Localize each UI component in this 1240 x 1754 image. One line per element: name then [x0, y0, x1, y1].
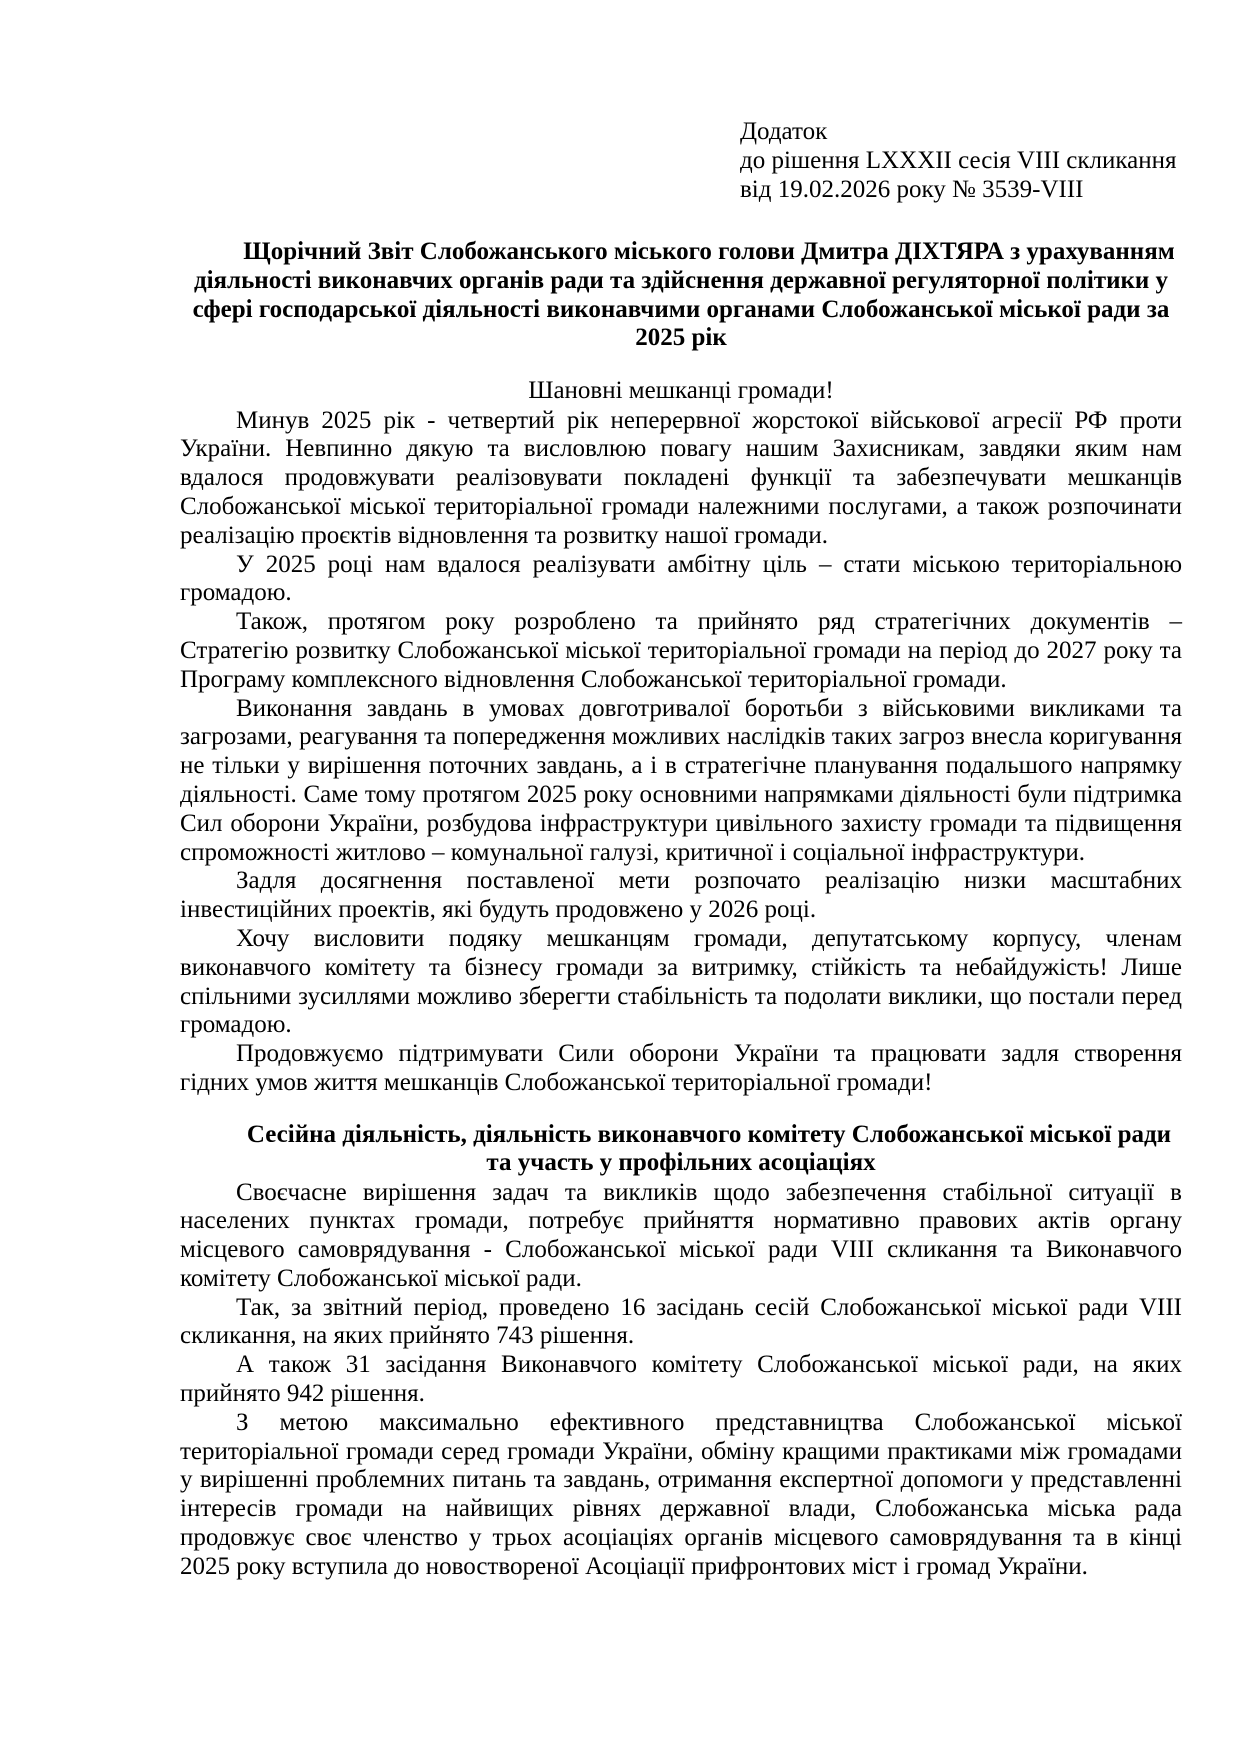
- paragraph-line: інтересів громади на найвищих рівнях державної влади, Слобожанська міська рада: [180, 1495, 1182, 1523]
- paragraph-line: З метою максимально ефективного представництва Слобожанської міської: [236, 1408, 1182, 1436]
- title-line: Щорічний Звіт Слобожанського міського голови Дмитра ДІХТЯРА з урахуванням: [243, 238, 1175, 265]
- paragraph-line: продовжує своє членство у трьох асоціаціях органів місцевого самоврядування та в кінці: [180, 1524, 1182, 1552]
- paragraph-line: вдалося продовжувати реалізовувати покладені функції та забезпечувати мешканців: [180, 464, 1182, 492]
- paragraph-line: громадою.: [180, 1011, 292, 1039]
- header-line: до рішення LXXXII сесія VIII скликання: [740, 146, 1177, 174]
- paragraph-line: Своєчасне вирішення задач та викликів щодо забезпечення стабільної ситуації в: [236, 1178, 1182, 1206]
- paragraph-line: 2025 року вступила до новоствореної Асоціації прифронтових міст і громад України.: [180, 1552, 1088, 1580]
- header-line: від 19.02.2026 року № 3539-VIII: [740, 175, 1084, 203]
- paragraph-line: місцевого самоврядування - Слобожанської міської ради VIII скликання та Виконавчого: [180, 1236, 1182, 1264]
- paragraph-line: Минув 2025 рік - четвертий рік неперервної жорстокої військової агресії РФ проти: [236, 406, 1182, 434]
- document-title: [180, 238, 1182, 353]
- intro-section: [180, 407, 1182, 1098]
- paragraph-line: скликання, на яких прийнято 743 рішення.: [180, 1322, 635, 1350]
- paragraph-line: Програму комплексного відновлення Слобожанської територіальної громади.: [180, 665, 1007, 693]
- paragraph-line: загрозами, реагування та попередження можливих наслідків таких загроз внесла коригування: [180, 723, 1182, 751]
- title-line: 2025 рік: [635, 324, 727, 352]
- paragraph-line: діяльності. Саме тому протягом 2025 року основними напрямками діяльності були підтримка: [180, 780, 1182, 808]
- title-line: діяльності виконавчих органів ради та здійснення державної регуляторної політики у: [193, 266, 1169, 294]
- paragraph-line: не тільки у вирішення поточних завдань, а і в стратегічне планування подальшого напрямку: [180, 752, 1182, 780]
- section-heading-line: Сесійна діяльність, діяльність виконавчого комітету Слобожанської міської ради: [246, 1120, 1172, 1148]
- paragraph-line: інвестиційних проектів, які будуть продовжено у 2026 році.: [180, 896, 817, 924]
- paragraph-line: Виконання завдань в умовах довготривалої боротьби з військовими викликами та: [236, 694, 1182, 722]
- title-line: сфері господарської діяльності виконавчими органами Слобожанської міської ради за: [192, 295, 1170, 323]
- paragraph-line: У 2025 році нам вдалося реалізувати амбітну ціль – стати міською територіальною: [236, 550, 1182, 578]
- paragraph-line: А також 31 засідання Виконавчого комітету Слобожанської міської ради, на яких: [236, 1351, 1182, 1379]
- paragraph-line: України. Невпинно дякую та висловлюю повагу нашим Захисникам, завдяки яким нам: [180, 435, 1182, 463]
- greeting: Шановні мешканці громади!: [528, 377, 834, 404]
- paragraph-line: прийнято 942 рішення.: [180, 1380, 425, 1408]
- paragraph-line: реалізацію проєктів відновлення та розвитку нашої громади.: [180, 521, 829, 549]
- paragraph-line: територіальної громади серед громади України, обміну кращими практиками між громадами: [180, 1437, 1182, 1465]
- paragraph-line: Сил оборони України, розбудова інфраструктури цивільного захисту громади та підвищення: [180, 809, 1182, 837]
- paragraph-line: Також, протягом року розроблено та прийнято ряд стратегічних документів –: [236, 608, 1182, 636]
- paragraph-line: гідних умов життя мешканців Слобожанської територіальної громади!: [180, 1068, 933, 1096]
- paragraph-line: населених пунктах громади, потребує прийняття нормативно правових актів органу: [180, 1207, 1182, 1235]
- paragraph-line: спроможності житлово – комунальної галузі, критичної і соціальної інфраструктури.: [180, 838, 1086, 866]
- paragraph-line: Продовжуємо підтримувати Сили оборони України та працювати задля створення: [236, 1040, 1182, 1068]
- section-heading-line: та участь у профільних асоціаціях: [486, 1149, 876, 1177]
- section-body: [180, 1179, 1182, 1582]
- paragraph-line: громадою.: [180, 579, 292, 607]
- paragraph-line: Задля досягнення поставленої мети розпочато реалізацію низки масштабних: [236, 867, 1182, 895]
- section-heading: [180, 1121, 1182, 1179]
- paragraph-line: виконавчого комітету та бізнесу громади за витримку, стійкість та небайдужість! Лише: [180, 953, 1182, 981]
- paragraph-line: Слобожанської міської територіальної громади належними послугами, а також розпочинати: [180, 492, 1182, 520]
- paragraph-line: Так, за звітний період, проведено 16 засідань сесій Слобожанської міської ради VIII: [236, 1293, 1182, 1321]
- paragraph-line: Хочу висловити подяку мешканцям громади, депутатському корпусу, членам: [236, 924, 1182, 952]
- header-line: Додаток: [740, 118, 828, 145]
- appendix-header: [740, 118, 1200, 204]
- paragraph-line: у вирішенні проблемних питань та завдань, отримання експертної допомоги у представленні: [180, 1466, 1182, 1494]
- paragraph-line: Стратегію розвитку Слобожанської міської територіальної громади на період до 2027 року та: [180, 636, 1182, 664]
- paragraph-line: спільними зусиллями можливо зберегти стабільність та подолати виклики, що постали перед: [180, 982, 1182, 1010]
- paragraph-line: комітету Слобожанської міської ради.: [180, 1264, 582, 1292]
